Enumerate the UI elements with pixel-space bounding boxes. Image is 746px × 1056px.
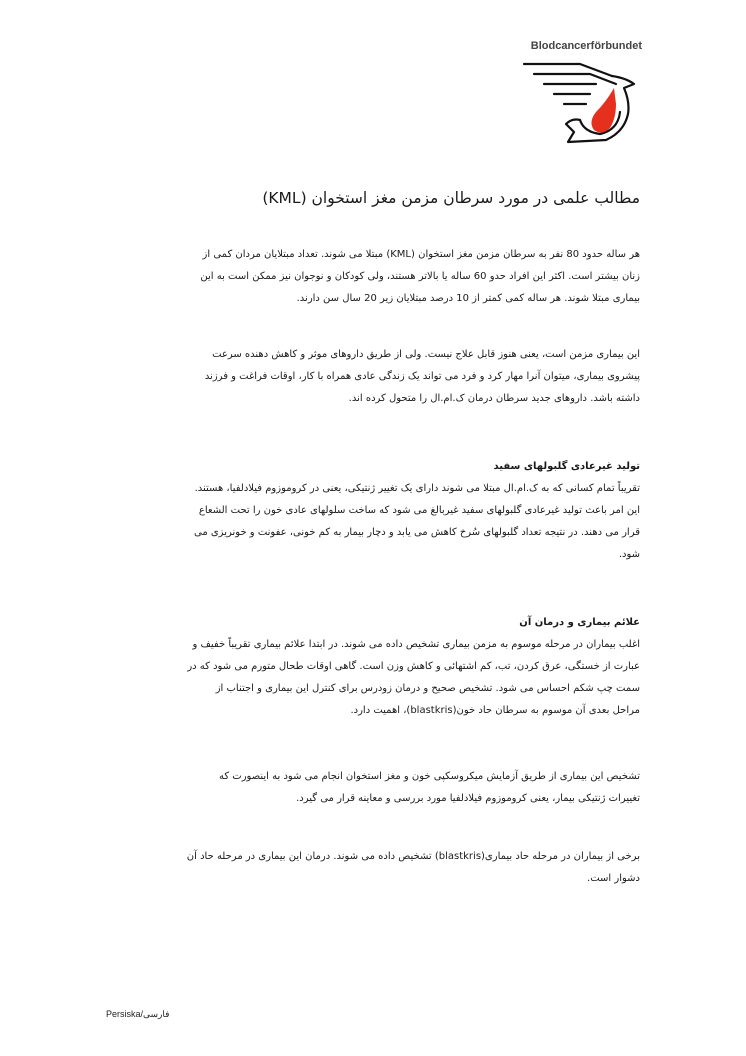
para-line: این امر باعث تولید غیرعادی گلبولهای سفید غیربالغ می شود که ساخت سلولهای عادی خون را تحت الشعاع: [198, 505, 640, 516]
section-heading: تولید غیرعادی گلبولهای سفید: [493, 461, 640, 472]
para-line: شود.: [618, 549, 640, 560]
dove-logo-icon: [520, 58, 640, 146]
para-line: تقریباً تمام کسانی که به ک.ام.ال مبتلا می شوند دارای یک تغییر ژنتیکی، یعنی در کروموزوم فیلادلفیا، هستند.: [194, 483, 640, 494]
para-line: زنان بیشتر است. اکثر این افراد حدو 60 ساله یا بالاتر هستند، ولی کودکان و نوجوان نیز ممکن است به این: [200, 271, 640, 282]
para-line: سمت چپ شکم احساس می شود. تشخیص صحیح و درمان زودرس برای کنترل این بیماری و اجتناب از: [215, 683, 640, 694]
section-symptoms: [106, 612, 640, 722]
section-heading: علائم بیماری و درمان آن: [519, 617, 640, 628]
para-line: عبارت از خستگی، عرق کردن، تب، کم اشتهائی و کاهش وزن است. گاهی اوقات طحال متورم می شود که در: [187, 661, 640, 672]
section-white-cells: [106, 456, 640, 566]
para-line: پیشروی بیماری، میتوان آنرا مهار کرد و فرد می تواند یک زندگی عادی همراه با کار، اوقات فراغت و فرزند: [204, 371, 640, 382]
para-line: تشخیص این بیماری از طریق آزمایش میکروسکپی خون و مغز استخوان انجام می شود به اینصورت که: [218, 771, 640, 782]
document-title: مطالب علمی در مورد سرطان مزمن مغز استخوان (KML): [262, 189, 640, 207]
intro-paragraph: [106, 244, 640, 310]
para-line: قرار می دهند. در نتیجه تعداد گلبولهای سُرخ کاهش می یابد و دچار بیمار به کم خونی، عفونت و خونریزی می: [193, 527, 640, 538]
para-line: این بیماری مزمن است، یعنی هنوز قابل علاج نیست. ولی از طریق داروهای موثر و کاهش دهنده سرعت: [212, 349, 640, 360]
para-line: بیماری مبتلا شوند. هر ساله کمی کمتر از 10 درصد مبتلایان زیر 20 سال سن دارند.: [296, 293, 640, 304]
para-line: داشته باشد. داروهای جدید سرطان درمان ک.ام.ال را متحول کرده اند.: [348, 393, 640, 404]
chronic-paragraph: [106, 344, 640, 410]
para-line: دشوار است.: [587, 873, 640, 884]
para-line: اغلب بیماران در مرحله موسوم به مزمن بیماری تشخیص داده می شوند. در ابتدا علائم بیماری تقریباً خفیف و: [192, 639, 640, 650]
para-line: هر ساله حدود 80 نفر به سرطان مزمن مغز استخوان (KML) مبتلا می شوند. تعداد مبتلایان مردان کمی از: [202, 249, 640, 260]
org-name: Blodcancerförbundet: [530, 40, 642, 52]
acute-phase-paragraph: [106, 846, 640, 890]
para-line: مراحل بعدی آن موسوم به سرطان حاد خون(blastkris)، اهمیت دارد.: [350, 705, 640, 716]
para-line: تغییرات ژنتیکی بیمار، یعنی کروموزوم فیلادلفیا مورد بررسی و معاینه قرار می گیرد.: [296, 793, 640, 804]
diagnosis-paragraph: [106, 766, 640, 810]
footer-language: Persiska/فارسی: [106, 1009, 170, 1019]
para-line: برخی از بیماران در مرحله حاد بیماری(blastkris) تشخیص داده می شوند. درمان این بیماری در مرحله حاد آن: [186, 851, 640, 862]
